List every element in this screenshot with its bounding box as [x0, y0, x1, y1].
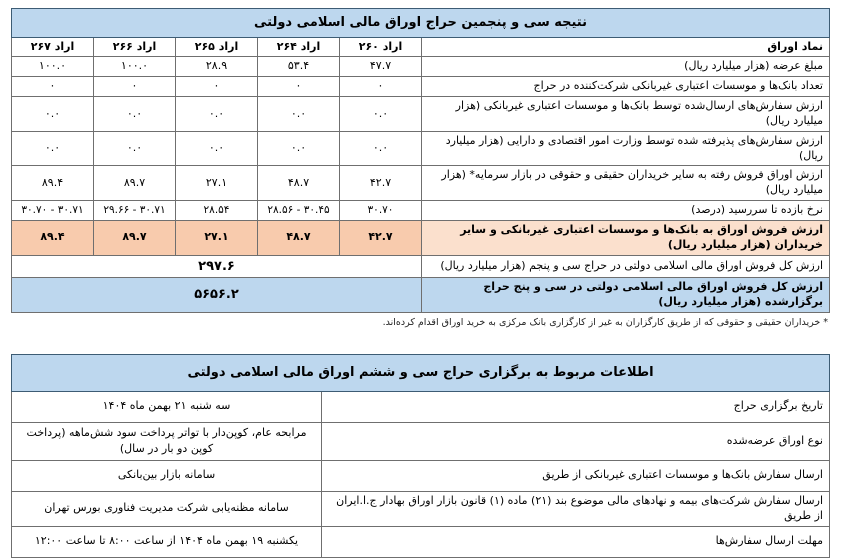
table2-title: اطلاعات مربوط به برگزاری حراج سی و ششم اوراق مالی اسلامی دولتی [12, 354, 830, 391]
row-value: ۰.۰ [12, 131, 94, 166]
row-value: ۱۰۰.۰ [12, 57, 94, 77]
row-value: ۲۹.۶۶ - ۳۰.۷۱ [94, 201, 176, 221]
row-label: ارسال سفارش شرکت‌های بیمه و نهادهای مالی موضوع بند (۲۱) ماده (۱) قانون بازار اوراق بهادار ج.ا.ایران از طریق [322, 491, 830, 526]
summary-row-grand-total [12, 278, 830, 313]
row-value: ۲۸.۵۴ [176, 201, 258, 221]
row-value: ۰.۰ [258, 131, 340, 166]
table-row [12, 201, 830, 221]
summary-value: ۲۹۷.۶ [12, 255, 422, 278]
row-value: ۸۹.۷ [94, 166, 176, 201]
row-value: ۰ [176, 77, 258, 97]
row-value: ۰.۰ [340, 97, 422, 132]
table2-title-row [12, 354, 830, 391]
row-label: مهلت ارسال سفارش‌ها [322, 526, 830, 557]
row-value: ۵۳.۴ [258, 57, 340, 77]
table-row [12, 391, 830, 422]
row-value: ۰.۰ [12, 97, 94, 132]
summary-value: ۵۶۵۶.۲ [12, 278, 422, 313]
row-label: نوع اوراق عرضه‌شده [322, 422, 830, 460]
row-value: ۰ [258, 77, 340, 97]
row-value: ۲۸.۵۶ - ۳۰.۴۵ [258, 201, 340, 221]
next-auction-info-table [11, 354, 830, 558]
table-row [12, 460, 830, 491]
table1-title-row [12, 9, 830, 38]
row-value: ۴۲.۷ [340, 166, 422, 201]
row-value: ۰.۰ [258, 97, 340, 132]
summary-label: ارزش کل فروش اوراق مالی اسلامی دولتی در حراج سی و پنجم (هزار میلیارد ریال) [422, 255, 830, 278]
table-row [12, 77, 830, 97]
table-row [12, 166, 830, 201]
row-value: ۴۸.۷ [258, 166, 340, 201]
table1-header-col-5: اراد ۲۶۷ [12, 37, 94, 57]
row-value: یکشنبه ۱۹ بهمن ماه ۱۴۰۴ از ساعت ۸:۰۰ تا ساعت ۱۲:۰۰ [12, 526, 322, 557]
row-value: ۲۸.۹ [176, 57, 258, 77]
table-row [12, 422, 830, 460]
row-value: ۰.۰ [176, 131, 258, 166]
row-label: ارسال سفارش بانک‌ها و موسسات اعتباری غیربانکی از طریق [322, 460, 830, 491]
row-label: ارزش فروش اوراق به بانک‌ها و موسسات اعتباری غیربانکی و سایر خریداران (هزار میلیارد ریال) [422, 220, 830, 255]
table1-header-label: نماد اوراق [422, 37, 830, 57]
summary-row-auction-total [12, 255, 830, 278]
table1-header-col-2: اراد ۲۶۴ [258, 37, 340, 57]
row-label: ارزش سفارش‌های پذیرفته شده توسط وزارت امور اقتصادی و دارایی (هزار میلیارد ریال) [422, 131, 830, 166]
row-value: ۴۲.۷ [340, 220, 422, 255]
row-value: ۴۸.۷ [258, 220, 340, 255]
table1-title: نتیجه سی و پنجمین حراج اوراق مالی اسلامی دولتی [12, 9, 830, 38]
row-value: ۰ [340, 77, 422, 97]
table-row [12, 97, 830, 132]
row-label: ارزش سفارش‌های ارسال‌شده توسط بانک‌ها و موسسات اعتباری غیربانکی (هزار میلیارد ریال) [422, 97, 830, 132]
table1-header-col-1: اراد ۲۶۰ [340, 37, 422, 57]
row-value: ۸۹.۴ [12, 166, 94, 201]
table1-footnote: * خریداران حقیقی و حقوقی که از طریق کارگزاران به غیر از کارگزاری بانک مرکزی به خرید اوراق اقدام کرده‌اند. [382, 316, 828, 328]
row-value: ۱۰۰.۰ [94, 57, 176, 77]
row-value: سامانه بازار بین‌بانکی [12, 460, 322, 491]
table1-header-row [12, 37, 830, 57]
row-value: ۳۰.۷۰ [340, 201, 422, 221]
table-row [12, 491, 830, 526]
row-value: ۴۷.۷ [340, 57, 422, 77]
table-row-highlight [12, 220, 830, 255]
table-row [12, 57, 830, 77]
row-value: ۸۹.۷ [94, 220, 176, 255]
row-value: ۲۷.۱ [176, 166, 258, 201]
table1-header-col-4: اراد ۲۶۶ [94, 37, 176, 57]
row-value: ۲۷.۱ [176, 220, 258, 255]
row-value: ۸۹.۴ [12, 220, 94, 255]
row-value: سه شنبه ۲۱ بهمن ماه ۱۴۰۴ [12, 391, 322, 422]
row-value: سامانه مظنه‌یابی شرکت مدیریت فناوری بورس تهران [12, 491, 322, 526]
row-value: ۰.۰ [94, 131, 176, 166]
section-spacer [12, 328, 830, 354]
row-value: ۰ [94, 77, 176, 97]
row-label: ارزش اوراق فروش رفته به سایر خریداران حقیقی و حقوقی در بازار سرمایه* (هزار میلیارد ریال) [422, 166, 830, 201]
row-value: ۰.۰ [176, 97, 258, 132]
row-label: نرخ بازده تا سررسید (درصد) [422, 201, 830, 221]
summary-label: ارزش کل فروش اوراق مالی اسلامی دولتی در سی و پنج حراج برگزارشده (هزار میلیارد ریال) [422, 278, 830, 313]
row-label: تاریخ برگزاری حراج [322, 391, 830, 422]
table1-header-col-3: اراد ۲۶۵ [176, 37, 258, 57]
row-value: ۰ [12, 77, 94, 97]
row-value: ۰.۰ [94, 97, 176, 132]
auction-results-table [11, 8, 830, 313]
table-row [12, 526, 830, 557]
row-label: تعداد بانک‌ها و موسسات اعتباری غیربانکی شرکت‌کننده در حراج [422, 77, 830, 97]
row-label: مبلغ عرضه (هزار میلیارد ریال) [422, 57, 830, 77]
row-value: ۰.۰ [340, 131, 422, 166]
table-row [12, 131, 830, 166]
row-value: مرابحه عام، کوپن‌دار با تواتر پرداخت سود شش‌ماهه (پرداخت کوپن دو بار در سال) [12, 422, 322, 460]
row-value: ۳۰.۷۰ - ۳۰.۷۱ [12, 201, 94, 221]
